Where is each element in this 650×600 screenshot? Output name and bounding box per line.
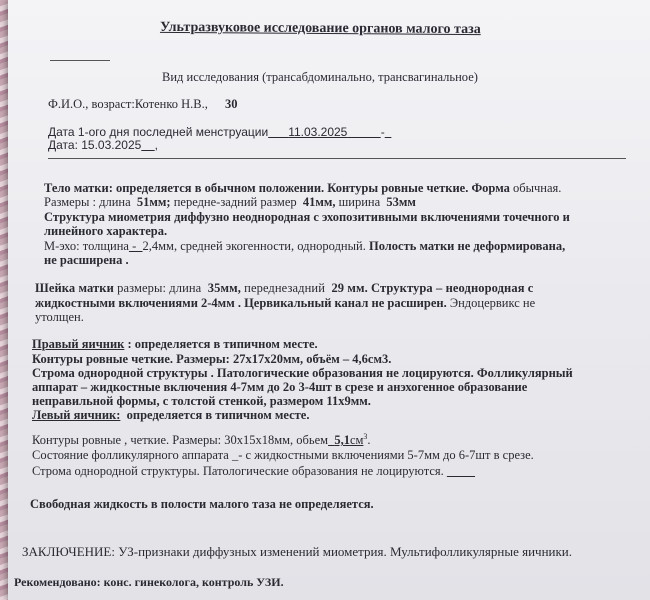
study-type: Вид исследования (трансабдоминально, трансвагинальное)	[162, 70, 478, 84]
right-ovary-heading: Правый яичник : определяется в типичном месте.	[32, 337, 318, 351]
uterus-line-4: линейного характера.	[44, 224, 168, 238]
left-ovary-line-2: Контуры ровные , четкие. Размеры: 30х15х18мм, обьем $5,1см^3$.	[32, 432, 371, 448]
date-tail: ,	[154, 138, 158, 152]
patient-name: Котенко Н.В.,	[134, 97, 208, 111]
lmp-label: Дата 1-ого дня последней менструации	[48, 125, 269, 139]
right-ovary-line-3: Строма однородной структуры . Патологические образования не лоцируются. Фолликулярный	[32, 366, 573, 380]
header-rule-short	[50, 60, 110, 61]
exam-date: Дата: 15.03.2025	[48, 138, 142, 152]
cervix-line-2: жидкостными включениями 2-4мм . Цервикальный канал не расширен. Эндоцервикс не	[35, 296, 536, 310]
right-ovary-line-5: неправильной формы, с толстой стенкой, размером 11х9мм.	[32, 394, 371, 408]
uterus-line-2: Размеры : длина 51мм; передне-задний размер 41мм, ширина 53мм	[44, 195, 416, 209]
lmp-value: 11.03.2025	[288, 125, 348, 139]
conclusion: ЗАКЛЮЧЕНИЕ: УЗ-признаки диффузных изменений миометрия. Мультифолликулярные яичники.	[22, 544, 573, 559]
uterus-line-3: Структура миометрия диффузно неоднородная с эхопозитивными включениями точечного и	[44, 210, 570, 224]
uterus-line-1: Тело матки: определяется в обычном положении. Контуры ровные четкие. Форма обычная.	[44, 181, 562, 195]
free-fluid-statement: Свободная жидкость в полости малого таза не определяется.	[30, 497, 374, 511]
lmp-tail: -	[380, 125, 385, 139]
patient-label: Ф.И.О., возраст:	[48, 97, 135, 111]
left-ovary-line-4: Строма однородной структуры. Патологические образования не лоцируются.	[32, 464, 444, 478]
cervix-line-1: Шейка матки размеры: длина 35мм, переднезадний 29 мм. Структура – неоднородная с	[35, 281, 534, 295]
left-ovary-heading: Левый яичник: определяется в типичном месте.	[32, 408, 310, 422]
cervix-line-3: утолщен.	[35, 310, 84, 324]
patient-age: 30	[225, 97, 238, 111]
lmp-line	[48, 125, 391, 139]
recommendation: Рекомендовано: конс. гинеколога, контроль УЗИ.	[14, 575, 284, 589]
right-ovary-line-2: Контуры ровные четкие. Размеры: 27х17х20мм, объём – 4,6см3.	[32, 352, 392, 366]
right-ovary-line-4: аппарат – жидкостные включения 4-7мм до 2о 3-4шт в срезе и анэхогенное образование	[32, 380, 528, 394]
report-title: Ультразвуковое исследование органов малого таза	[159, 19, 481, 38]
patient-line	[48, 97, 238, 111]
header-divider	[48, 158, 626, 159]
date-line	[48, 138, 158, 152]
uterus-line-5: М-эхо: толщина - 2,4мм, средней экогенности, однородный. Полость матки не деформирована,	[44, 239, 566, 253]
uterus-line-6: не расширена .	[44, 253, 129, 267]
left-ovary-line-3: Состояние фолликулярного аппарата _- с жидкостными включениями 5-7мм до 6-7шт в срезе.	[32, 448, 534, 462]
ultrasound-report-page	[8, 0, 650, 600]
